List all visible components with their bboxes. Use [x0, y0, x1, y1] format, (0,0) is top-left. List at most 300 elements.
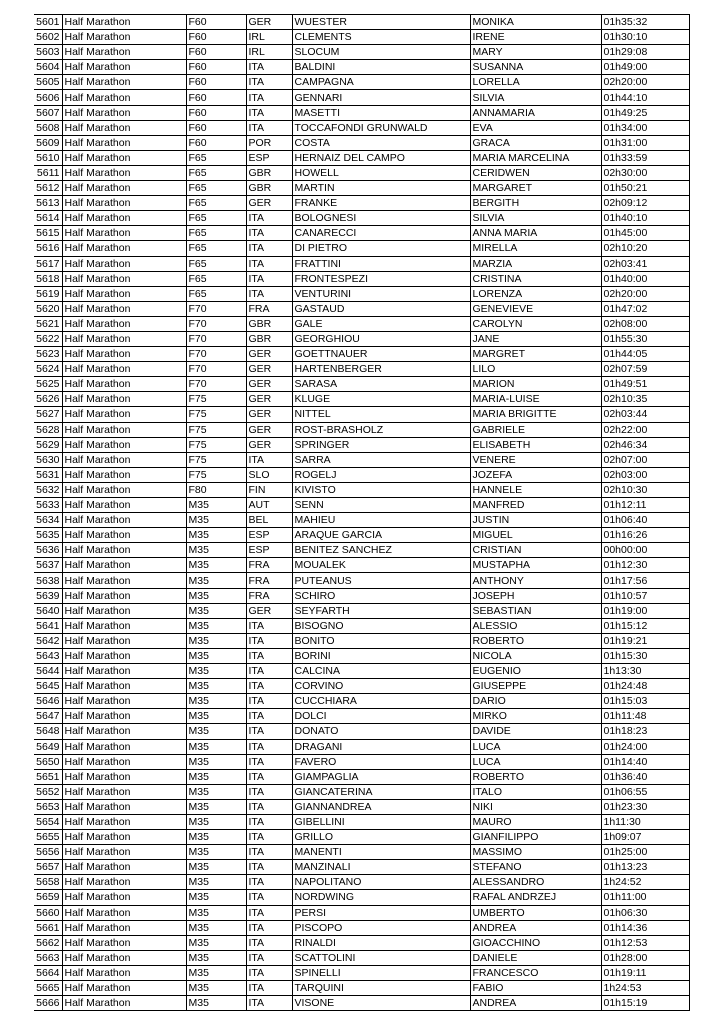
surname-cell: GALE [292, 316, 470, 331]
country-code-cell: ITA [246, 286, 292, 301]
age-category-cell: M35 [186, 498, 246, 513]
country-code-cell: ITA [246, 935, 292, 950]
entry-number-cell: 5634 [34, 513, 62, 528]
entry-number-cell: 5613 [34, 196, 62, 211]
finish-time-cell: 02h09:12 [601, 196, 689, 211]
table-row [34, 407, 689, 422]
age-category-cell: F60 [186, 120, 246, 135]
age-category-cell: M35 [186, 588, 246, 603]
age-category-cell: F75 [186, 392, 246, 407]
event-name-cell: Half Marathon [62, 830, 186, 845]
country-code-cell: GER [246, 15, 292, 30]
finish-time-cell: 02h22:00 [601, 422, 689, 437]
table-row [34, 331, 689, 346]
table-row [34, 814, 689, 829]
entry-number-cell: 5639 [34, 588, 62, 603]
finish-time-cell: 1h13:30 [601, 664, 689, 679]
finish-time-cell: 02h10:30 [601, 482, 689, 497]
country-code-cell: GER [246, 347, 292, 362]
event-name-cell: Half Marathon [62, 482, 186, 497]
table-row [34, 799, 689, 814]
finish-time-cell: 01h28:00 [601, 950, 689, 965]
country-code-cell: ITA [246, 648, 292, 663]
age-category-cell: F65 [186, 286, 246, 301]
first-name-cell: MARIA-LUISE [470, 392, 601, 407]
entry-number-cell: 5657 [34, 860, 62, 875]
first-name-cell: MANFRED [470, 498, 601, 513]
table-row [34, 830, 689, 845]
first-name-cell: ANDREA [470, 996, 601, 1011]
age-category-cell: F70 [186, 347, 246, 362]
entry-number-cell: 5663 [34, 950, 62, 965]
surname-cell: KIVISTO [292, 482, 470, 497]
first-name-cell: ITALO [470, 784, 601, 799]
entry-number-cell: 5641 [34, 618, 62, 633]
finish-time-cell: 02h07:59 [601, 362, 689, 377]
country-code-cell: ITA [246, 814, 292, 829]
country-code-cell: GER [246, 603, 292, 618]
table-row [34, 528, 689, 543]
age-category-cell: F65 [186, 211, 246, 226]
event-name-cell: Half Marathon [62, 377, 186, 392]
age-category-cell: M35 [186, 890, 246, 905]
first-name-cell: CAROLYN [470, 316, 601, 331]
event-name-cell: Half Marathon [62, 90, 186, 105]
age-category-cell: M35 [186, 709, 246, 724]
age-category-cell: M35 [186, 935, 246, 950]
surname-cell: MOUALEK [292, 558, 470, 573]
age-category-cell: M35 [186, 513, 246, 528]
event-name-cell: Half Marathon [62, 633, 186, 648]
finish-time-cell: 02h20:00 [601, 286, 689, 301]
surname-cell: GEORGHIOU [292, 331, 470, 346]
surname-cell: CUCCHIARA [292, 694, 470, 709]
surname-cell: MARTIN [292, 181, 470, 196]
event-name-cell: Half Marathon [62, 30, 186, 45]
table-row [34, 679, 689, 694]
age-category-cell: M35 [186, 799, 246, 814]
table-row [34, 996, 689, 1011]
surname-cell: ROGELJ [292, 467, 470, 482]
finish-time-cell: 01h15:12 [601, 618, 689, 633]
first-name-cell: GENEVIEVE [470, 301, 601, 316]
age-category-cell: M35 [186, 965, 246, 980]
event-name-cell: Half Marathon [62, 271, 186, 286]
surname-cell: CALCINA [292, 664, 470, 679]
entry-number-cell: 5607 [34, 105, 62, 120]
event-name-cell: Half Marathon [62, 935, 186, 950]
surname-cell: WUESTER [292, 15, 470, 30]
age-category-cell: F70 [186, 362, 246, 377]
age-category-cell: M35 [186, 875, 246, 890]
first-name-cell: ELISABETH [470, 437, 601, 452]
surname-cell: NORDWING [292, 890, 470, 905]
country-code-cell: ITA [246, 769, 292, 784]
country-code-cell: GER [246, 196, 292, 211]
entry-number-cell: 5645 [34, 679, 62, 694]
age-category-cell: F60 [186, 135, 246, 150]
first-name-cell: MASSIMO [470, 845, 601, 860]
surname-cell: MAHIEU [292, 513, 470, 528]
first-name-cell: MUSTAPHA [470, 558, 601, 573]
country-code-cell: GER [246, 392, 292, 407]
entry-number-cell: 5620 [34, 301, 62, 316]
event-name-cell: Half Marathon [62, 860, 186, 875]
country-code-cell: ITA [246, 996, 292, 1011]
finish-time-cell: 01h17:56 [601, 573, 689, 588]
surname-cell: CAMPAGNA [292, 75, 470, 90]
age-category-cell: F70 [186, 316, 246, 331]
first-name-cell: LILO [470, 362, 601, 377]
entry-number-cell: 5606 [34, 90, 62, 105]
surname-cell: CANARECCI [292, 226, 470, 241]
country-code-cell: GBR [246, 165, 292, 180]
finish-time-cell: 02h03:44 [601, 407, 689, 422]
age-category-cell: F60 [186, 105, 246, 120]
finish-time-cell: 1h09:07 [601, 830, 689, 845]
age-category-cell: M35 [186, 905, 246, 920]
event-name-cell: Half Marathon [62, 196, 186, 211]
country-code-cell: GER [246, 362, 292, 377]
finish-time-cell: 01h14:40 [601, 754, 689, 769]
event-name-cell: Half Marathon [62, 694, 186, 709]
table-row [34, 256, 689, 271]
age-category-cell: M35 [186, 694, 246, 709]
country-code-cell: GBR [246, 316, 292, 331]
finish-time-cell: 02h30:00 [601, 165, 689, 180]
surname-cell: CORVINO [292, 679, 470, 694]
finish-time-cell: 01h34:00 [601, 120, 689, 135]
event-name-cell: Half Marathon [62, 60, 186, 75]
finish-time-cell: 02h08:00 [601, 316, 689, 331]
surname-cell: GIANNANDREA [292, 799, 470, 814]
country-code-cell: ITA [246, 860, 292, 875]
country-code-cell: ITA [246, 875, 292, 890]
country-code-cell: ITA [246, 271, 292, 286]
first-name-cell: ANTHONY [470, 573, 601, 588]
finish-time-cell: 01h10:57 [601, 588, 689, 603]
finish-time-cell: 01h23:30 [601, 799, 689, 814]
entry-number-cell: 5644 [34, 664, 62, 679]
finish-time-cell: 01h15:30 [601, 648, 689, 663]
surname-cell: NAPOLITANO [292, 875, 470, 890]
first-name-cell: ROBERTO [470, 769, 601, 784]
age-category-cell: F80 [186, 482, 246, 497]
table-row [34, 920, 689, 935]
first-name-cell: STEFANO [470, 860, 601, 875]
age-category-cell: F60 [186, 75, 246, 90]
first-name-cell: SILVIA [470, 90, 601, 105]
event-name-cell: Half Marathon [62, 120, 186, 135]
table-row [34, 75, 689, 90]
age-category-cell: M35 [186, 981, 246, 996]
finish-time-cell: 01h36:40 [601, 769, 689, 784]
first-name-cell: ROBERTO [470, 633, 601, 648]
country-code-cell: GBR [246, 181, 292, 196]
finish-time-cell: 01h15:19 [601, 996, 689, 1011]
event-name-cell: Half Marathon [62, 105, 186, 120]
first-name-cell: BERGITH [470, 196, 601, 211]
table-row [34, 648, 689, 663]
table-row [34, 301, 689, 316]
surname-cell: TARQUINI [292, 981, 470, 996]
country-code-cell: ESP [246, 528, 292, 543]
finish-time-cell: 01h12:11 [601, 498, 689, 513]
age-category-cell: M35 [186, 784, 246, 799]
entry-number-cell: 5619 [34, 286, 62, 301]
entry-number-cell: 5632 [34, 482, 62, 497]
entry-number-cell: 5624 [34, 362, 62, 377]
age-category-cell: M35 [186, 603, 246, 618]
entry-number-cell: 5666 [34, 996, 62, 1011]
country-code-cell: ITA [246, 633, 292, 648]
event-name-cell: Half Marathon [62, 75, 186, 90]
table-row [34, 905, 689, 920]
entry-number-cell: 5650 [34, 754, 62, 769]
event-name-cell: Half Marathon [62, 799, 186, 814]
event-name-cell: Half Marathon [62, 573, 186, 588]
entry-number-cell: 5659 [34, 890, 62, 905]
country-code-cell: ITA [246, 739, 292, 754]
finish-time-cell: 01h40:00 [601, 271, 689, 286]
table-row [34, 543, 689, 558]
entry-number-cell: 5648 [34, 724, 62, 739]
table-row [34, 860, 689, 875]
finish-time-cell: 01h12:30 [601, 558, 689, 573]
country-code-cell: ITA [246, 965, 292, 980]
age-category-cell: M35 [186, 814, 246, 829]
event-name-cell: Half Marathon [62, 588, 186, 603]
first-name-cell: MARZIA [470, 256, 601, 271]
surname-cell: PISCOPO [292, 920, 470, 935]
event-name-cell: Half Marathon [62, 905, 186, 920]
entry-number-cell: 5656 [34, 845, 62, 860]
surname-cell: BOLOGNESI [292, 211, 470, 226]
entry-number-cell: 5637 [34, 558, 62, 573]
country-code-cell: ITA [246, 105, 292, 120]
surname-cell: FRANKE [292, 196, 470, 211]
finish-time-cell: 01h19:00 [601, 603, 689, 618]
finish-time-cell: 01h50:21 [601, 181, 689, 196]
entry-number-cell: 5618 [34, 271, 62, 286]
surname-cell: ROST-BRASHOLZ [292, 422, 470, 437]
table-row [34, 482, 689, 497]
first-name-cell: MIGUEL [470, 528, 601, 543]
finish-time-cell: 01h24:00 [601, 739, 689, 754]
age-category-cell: M35 [186, 724, 246, 739]
first-name-cell: ALESSIO [470, 618, 601, 633]
country-code-cell: FRA [246, 588, 292, 603]
first-name-cell: CERIDWEN [470, 165, 601, 180]
table-row [34, 603, 689, 618]
finish-time-cell: 01h25:00 [601, 845, 689, 860]
event-name-cell: Half Marathon [62, 875, 186, 890]
event-name-cell: Half Marathon [62, 965, 186, 980]
entry-number-cell: 5617 [34, 256, 62, 271]
surname-cell: COSTA [292, 135, 470, 150]
country-code-cell: ITA [246, 709, 292, 724]
finish-time-cell: 02h10:20 [601, 241, 689, 256]
finish-time-cell: 02h20:00 [601, 75, 689, 90]
table-row [34, 45, 689, 60]
country-code-cell: FRA [246, 558, 292, 573]
surname-cell: HERNAIZ DEL CAMPO [292, 150, 470, 165]
first-name-cell: NIKI [470, 799, 601, 814]
entry-number-cell: 5653 [34, 799, 62, 814]
country-code-cell: ESP [246, 543, 292, 558]
age-category-cell: F65 [186, 196, 246, 211]
first-name-cell: MIRELLA [470, 241, 601, 256]
surname-cell: FRATTINI [292, 256, 470, 271]
finish-time-cell: 02h46:34 [601, 437, 689, 452]
country-code-cell: ITA [246, 256, 292, 271]
finish-time-cell: 1h24:52 [601, 875, 689, 890]
country-code-cell: ITA [246, 754, 292, 769]
country-code-cell: ITA [246, 120, 292, 135]
age-category-cell: M35 [186, 528, 246, 543]
event-name-cell: Half Marathon [62, 226, 186, 241]
surname-cell: HOWELL [292, 165, 470, 180]
country-code-cell: ITA [246, 905, 292, 920]
first-name-cell: MONIKA [470, 15, 601, 30]
event-name-cell: Half Marathon [62, 135, 186, 150]
entry-number-cell: 5626 [34, 392, 62, 407]
surname-cell: DONATO [292, 724, 470, 739]
age-category-cell: M35 [186, 769, 246, 784]
event-name-cell: Half Marathon [62, 920, 186, 935]
finish-time-cell: 01h12:53 [601, 935, 689, 950]
age-category-cell: M35 [186, 558, 246, 573]
table-row [34, 286, 689, 301]
age-category-cell: F70 [186, 331, 246, 346]
finish-time-cell: 01h24:48 [601, 679, 689, 694]
age-category-cell: F70 [186, 301, 246, 316]
table-row [34, 754, 689, 769]
event-name-cell: Half Marathon [62, 467, 186, 482]
country-code-cell: GER [246, 422, 292, 437]
entry-number-cell: 5647 [34, 709, 62, 724]
finish-time-cell: 01h35:32 [601, 15, 689, 30]
surname-cell: GOETTNAUER [292, 347, 470, 362]
country-code-cell: FIN [246, 482, 292, 497]
country-code-cell: ITA [246, 890, 292, 905]
country-code-cell: SLO [246, 467, 292, 482]
surname-cell: SARASA [292, 377, 470, 392]
age-category-cell: M35 [186, 739, 246, 754]
surname-cell: TOCCAFONDI GRUNWALD [292, 120, 470, 135]
first-name-cell: MAURO [470, 814, 601, 829]
table-row [34, 618, 689, 633]
table-row [34, 60, 689, 75]
entry-number-cell: 5651 [34, 769, 62, 784]
first-name-cell: RAFAL ANDRZEJ [470, 890, 601, 905]
first-name-cell: MARY [470, 45, 601, 60]
event-name-cell: Half Marathon [62, 769, 186, 784]
event-name-cell: Half Marathon [62, 648, 186, 663]
table-row [34, 558, 689, 573]
age-category-cell: M35 [186, 648, 246, 663]
event-name-cell: Half Marathon [62, 407, 186, 422]
table-row [34, 890, 689, 905]
finish-time-cell: 02h03:00 [601, 467, 689, 482]
entry-number-cell: 5633 [34, 498, 62, 513]
country-code-cell: ITA [246, 920, 292, 935]
age-category-cell: F75 [186, 467, 246, 482]
finish-time-cell: 01h19:11 [601, 965, 689, 980]
surname-cell: SENN [292, 498, 470, 513]
age-category-cell: M35 [186, 860, 246, 875]
surname-cell: GIAMPAGLIA [292, 769, 470, 784]
age-category-cell: M35 [186, 679, 246, 694]
entry-number-cell: 5642 [34, 633, 62, 648]
age-category-cell: M35 [186, 573, 246, 588]
age-category-cell: M35 [186, 543, 246, 558]
surname-cell: FAVERO [292, 754, 470, 769]
finish-time-cell: 01h33:59 [601, 150, 689, 165]
table-row [34, 452, 689, 467]
entry-number-cell: 5603 [34, 45, 62, 60]
first-name-cell: DAVIDE [470, 724, 601, 739]
age-category-cell: F75 [186, 422, 246, 437]
surname-cell: GIANCATERINA [292, 784, 470, 799]
surname-cell: SPINELLI [292, 965, 470, 980]
entry-number-cell: 5652 [34, 784, 62, 799]
entry-number-cell: 5604 [34, 60, 62, 75]
table-row [34, 739, 689, 754]
table-row [34, 196, 689, 211]
event-name-cell: Half Marathon [62, 618, 186, 633]
country-code-cell: ITA [246, 226, 292, 241]
entry-number-cell: 5609 [34, 135, 62, 150]
finish-time-cell: 01h11:00 [601, 890, 689, 905]
entry-number-cell: 5621 [34, 316, 62, 331]
surname-cell: MANZINALI [292, 860, 470, 875]
table-row [34, 105, 689, 120]
finish-time-cell: 01h40:10 [601, 211, 689, 226]
finish-time-cell: 01h15:03 [601, 694, 689, 709]
event-name-cell: Half Marathon [62, 996, 186, 1011]
table-row [34, 120, 689, 135]
age-category-cell: F70 [186, 377, 246, 392]
event-name-cell: Half Marathon [62, 528, 186, 543]
event-name-cell: Half Marathon [62, 845, 186, 860]
country-code-cell: POR [246, 135, 292, 150]
finish-time-cell: 01h55:30 [601, 331, 689, 346]
first-name-cell: JOZEFA [470, 467, 601, 482]
country-code-cell: IRL [246, 45, 292, 60]
entry-number-cell: 5654 [34, 814, 62, 829]
surname-cell: SLOCUM [292, 45, 470, 60]
table-row [34, 241, 689, 256]
country-code-cell: ITA [246, 830, 292, 845]
age-category-cell: F60 [186, 30, 246, 45]
event-name-cell: Half Marathon [62, 981, 186, 996]
age-category-cell: F75 [186, 437, 246, 452]
age-category-cell: M35 [186, 754, 246, 769]
first-name-cell: CRISTIAN [470, 543, 601, 558]
entry-number-cell: 5638 [34, 573, 62, 588]
first-name-cell: SEBASTIAN [470, 603, 601, 618]
surname-cell: FRONTESPEZI [292, 271, 470, 286]
event-name-cell: Half Marathon [62, 150, 186, 165]
table-row [34, 377, 689, 392]
finish-time-cell: 01h06:40 [601, 513, 689, 528]
age-category-cell: M35 [186, 830, 246, 845]
finish-time-cell: 01h06:30 [601, 905, 689, 920]
table-row [34, 965, 689, 980]
table-row [34, 392, 689, 407]
country-code-cell: ITA [246, 845, 292, 860]
